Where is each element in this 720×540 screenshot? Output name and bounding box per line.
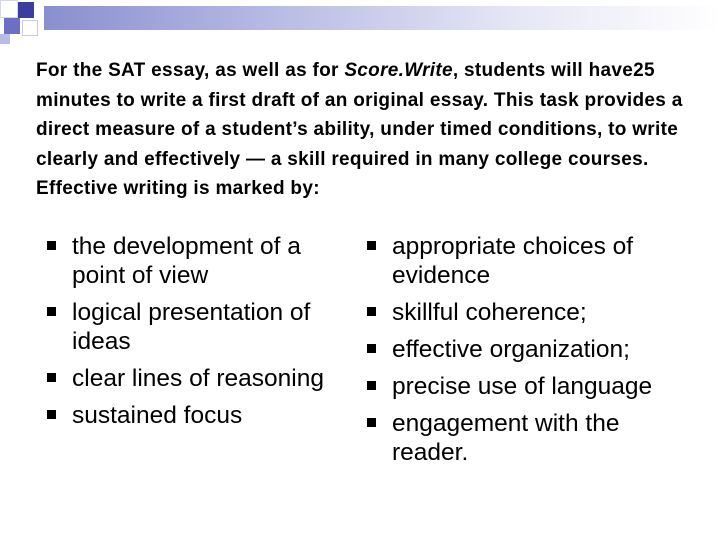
intro-italic-product: Score.Write: [344, 60, 453, 81]
square-bullet-icon: [47, 241, 56, 250]
header-gradient-bar: [44, 6, 720, 30]
list-item: [360, 232, 670, 290]
intro-text-part2: , students will have25 minutes to write a first draft of an original essay. This task provides a direct measure of a student’s ability, under timed conditions, to write clearly and effectively — a skill required in many college courses. Effective writing is marked by:: [36, 60, 683, 199]
list-item-text: sustained focus: [72, 402, 243, 429]
square-bullet-icon: [47, 373, 56, 382]
square-bullet-icon: [367, 381, 376, 390]
list-item: [360, 409, 670, 467]
list-item-text: engagement with the reader.: [392, 410, 620, 466]
intro-text-part1: For the SAT essay, as well as for: [36, 60, 345, 81]
decor-square: [0, 0, 18, 18]
decor-square: [18, 2, 34, 18]
list-item: [360, 298, 670, 327]
list-item: [40, 364, 350, 393]
list-item-text: effective organization;: [392, 336, 630, 363]
decor-square: [22, 20, 38, 36]
list-item: [40, 401, 350, 430]
square-bullet-icon: [47, 307, 56, 316]
list-item: [360, 372, 670, 401]
square-bullet-icon: [367, 418, 376, 427]
square-bullet-icon: [367, 307, 376, 316]
list-item-text: precise use of language: [392, 373, 653, 400]
list-item-text: appropriate choices of evidence: [392, 233, 634, 289]
list-item-text: the development of a point of view: [72, 233, 301, 289]
decor-square: [0, 34, 10, 44]
square-bullet-icon: [367, 241, 376, 250]
left-bullet-list: [40, 232, 350, 438]
list-item: [40, 232, 350, 290]
list-item-text: logical presentation of ideas: [72, 299, 311, 355]
square-bullet-icon: [47, 410, 56, 419]
list-item: [360, 335, 670, 364]
square-bullet-icon: [367, 344, 376, 353]
intro-paragraph: [36, 56, 686, 204]
list-item-text: skillful coherence;: [392, 299, 587, 326]
right-bullet-list: [360, 232, 670, 475]
list-item: [40, 298, 350, 356]
list-item-text: clear lines of reasoning: [72, 365, 324, 392]
decor-square: [4, 18, 20, 34]
slide-decoration: [0, 0, 720, 40]
